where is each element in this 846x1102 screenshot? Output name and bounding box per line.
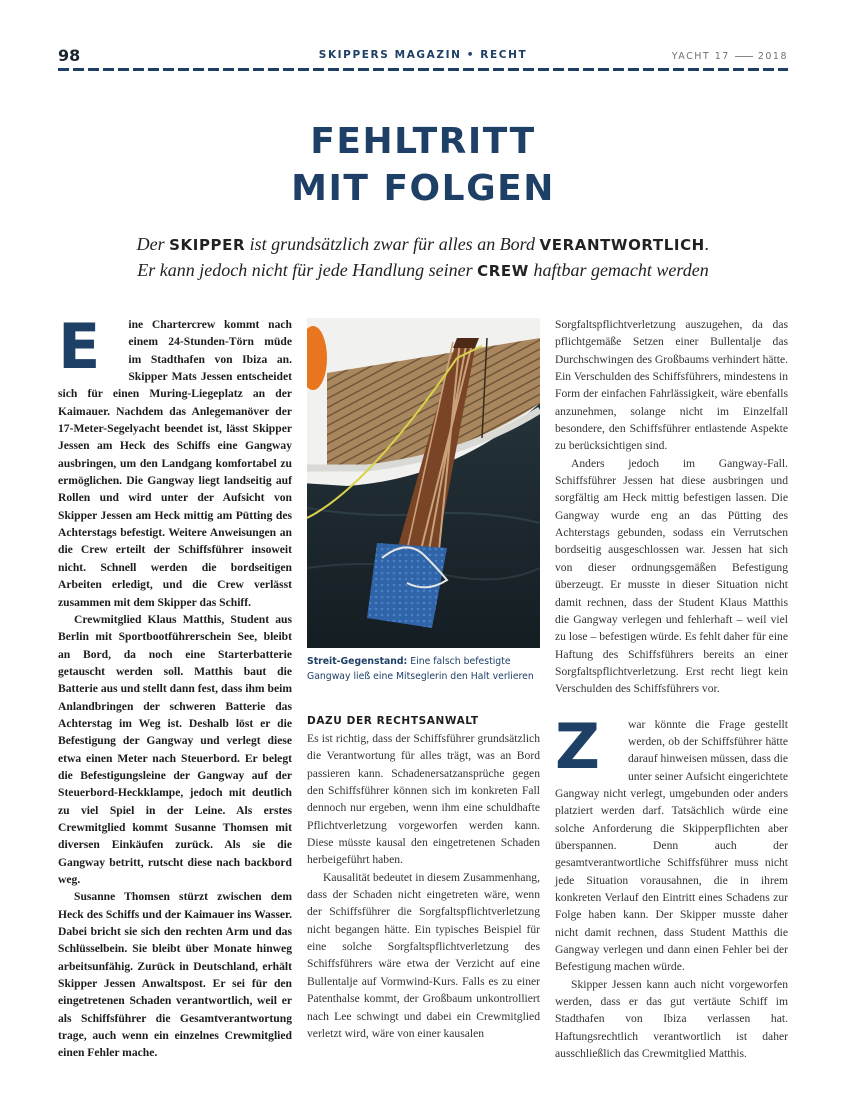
deck-text: .: [704, 234, 710, 254]
paragraph: Susanne Thomsen stürzt zwischen dem Heck des Schiffs und der Kaimauer ins Wasser. Dabei bricht sie sich den rechten Arm und das Schlüsselbein. Sie bleibt über Monate hinweg arbeitsunfähig. Zurück in Deutschland, erhält Skipper Jessen Anwaltspost. Er sei für den eingetretenen Schaden verantwortlich, weil er als Schiffsführer die Gesamtverantwortung trage, auch wenn ein einzelnes Crewmitglied einen Fehler mache.: [58, 890, 292, 1060]
paragraph: Skipper Jessen kann auch nicht vorgeworfen werden, dass er das gut vertäute Schiff im Stadthafen von Ibiza verlassen hat. Haftungsrechtlich verantwortlich ist daher ausschließlich das Crewmitglied Matthis.: [555, 977, 788, 1061]
headline: [0, 118, 846, 212]
drop-cap: E: [58, 310, 101, 383]
gangway-photo: [307, 318, 540, 648]
section-title: SKIPPERS MAGAZIN • RECHT: [318, 49, 528, 61]
paragraph: ine Chartercrew kommt nach einem 24-Stunden-Törn müde im Stadthafen von Ibiza an. Skipper Mats Jessen entscheidet sich für einen Muring-Liegeplatz an der Kaimauer. Nachdem das Anlegemanöver der 17-Meter-Segelyacht beendet ist, lässt Skipper Jessen am Heck des Schiffs eine Gangway ausbringen, um den Landgang komfortabel zu ermöglichen. Die Gangway liegt landseitig auf Rollen und wird unter der Aufsicht von Skipper Jessen am Heck mittig am Pütting des Achterstags befestigt. Weitere Anweisungen an die Crew erteilt der Schiffsführer insoweit nicht. Schnell werden die bordseitigen Arbeiten erledigt, und die Crew verlässt zusammen mit dem Skipper das Schiff.: [58, 318, 292, 609]
subheading: DAZU DER RECHTSANWALT: [307, 715, 479, 727]
issue-year: 2018: [757, 51, 788, 62]
drop-cap: Z: [555, 709, 600, 783]
page-number: 98: [58, 46, 81, 65]
caption-label: Streit-Gegenstand:: [307, 656, 408, 667]
photo-caption: [307, 654, 543, 684]
deck-keyword: SKIPPER: [169, 236, 246, 254]
headline-line-2: MIT FOLGEN: [291, 168, 555, 209]
paragraph: war könnte die Frage gestellt werden, ob der Schiffsführer hätte darauf hinweisen müssen, dass die unter seiner Aufsicht eingerichtete Gangway nicht verlegt, umgebunden oder anders platziert werden darf. Tatsächlich würde eine solche Anforderung die Skipperpflichten aber überspannen. Denn auch der gesamtverantwortliche Schiffsführer muss nicht jede Situation vorausahnen, die in ihrem konkreten Verlauf den Eintritt eines Schadens zur Folge haben kann. Der Skipper musste daher nicht damit rechnen, dass Student Matthis die Gangway verlegen und dann einen Fehler bei der Befestigung machen würde.: [555, 717, 788, 974]
deck-text: Der: [136, 234, 165, 254]
paragraph: Kausalität bedeutet in diesem Zusammenhang, dass der Schaden nicht eingetreten wäre, wenn der Schiffsführer die Sorgfaltspflichtverletzung nicht begangen hätte. Ein typisches Beispiel für eine solche Sorgfaltspflichtverletzung des Schiffsführers wäre etwa der Verzicht auf eine Bullentalje auf Vormwind-Kurs. Falls es zu einer Patenthalse kommt, der Großbaum unkontrolliert nach Lee schwingt und dabei ein Crewmitglied verletzt wird, wäre von einer kausalen: [307, 870, 540, 1040]
column-3: [555, 316, 788, 1062]
deck-text: Er kann jedoch nicht für jede Handlung seiner: [137, 260, 473, 280]
paragraph: Crewmitglied Klaus Matthis, Student aus Berlin mit Sportbootführerschein See, bleibt an Bord, da noch eine Starterbatterie getauscht werden soll. Matthis baut die Batterie aus und stellt dann fest, dass ihm beim Anlandbringen der schweren Batterie das Achterstag im Weg ist. Deshalb löst er die Befestigung der Gangway und verlegt diese etwa einen Meter nach Steuerbord. Er belegt die Befestigungsleine der Gangway auf der Steuerbord-Heckklampe, jedoch mit deutlich zu viel Spiel in der Leine. Als erstes Crewmitglied kommt Susanne Thomsen mit diversen Einkäufen zurück. Als sie die Gangway betritt, rutscht diese nach backbord weg.: [58, 612, 292, 886]
paragraph: Es ist richtig, dass der Schiffsführer grundsätzlich die Verantwortung für alles trägt, was an Bord passieren kann. Schadenersatzansprüche gegen den Schiffsführer können sich im konkreten Fall dennoch nur ergeben, wenn ihm eine schuldhafte Pflichtverletzung vorgeworfen werden kann. Diese müsste kausal den eingetretenen Schaden herbeigeführt haben.: [307, 732, 540, 867]
header-rule: [58, 68, 788, 71]
paragraph: Anders jedoch im Gangway-Fall. Schiffsführer Jessen hat diese ausbringen und sorgfältig am Heck mittig befestigen lassen. Die Gangway wurde eng an das Pütting des Achterstags gebunden, sodass ein Verrutschen bordseitig ausgeschlossen war. Jessen hat sich von dieser ordnungsgemäßen Befestigung überzeugt. Er musste in dieser Situation nicht damit rechnen, dass der Student Klaus Matthis die Gangway verlegen und fehlerhaft – weil viel zu lose – befestigen würde. Es fehlt daher für eine Haftung des Schiffsführers bereits an einer Sorgfaltspflichtverletzung. Erst recht liegt kein Verschulden des Schiffsführers vor.: [555, 456, 788, 696]
paragraph: Sorgfaltspflichtverletzung auszugehen, da das pflichtgemäße Setzen einer Bullentalje das Durchschwingen des Großbaums verhindert hätte. Ein Verschulden des Schiffsführers, mindestens in Form der einfachen Fahrlässigkeit, wäre ebenfalls anzunehmen, solange nicht im Einzelfall besondere, den Schiffsführer entlastende Aspekte zu berücksichtigen sind.: [555, 318, 788, 453]
deck-keyword: VERANTWORTLICH: [539, 236, 705, 254]
caption-text: Eine falsch befestigte Gangway ließ eine Mitseglerin den Halt verlieren: [307, 656, 534, 682]
issue-label: YACHT 17: [671, 51, 730, 62]
deck-text: ist grundsätzlich zwar für alles an Bord: [249, 234, 536, 254]
gangway-illustration: [307, 318, 540, 648]
deck-keyword: CREW: [477, 262, 529, 280]
issue-dash: [735, 56, 753, 57]
column-2: [307, 713, 540, 1042]
deck-text: haftbar gemacht werden: [533, 260, 709, 280]
headline-line-1: FEHLTRITT: [310, 121, 536, 162]
issue-info: [672, 51, 788, 62]
column-1: [58, 310, 292, 1062]
deck: [0, 232, 846, 284]
